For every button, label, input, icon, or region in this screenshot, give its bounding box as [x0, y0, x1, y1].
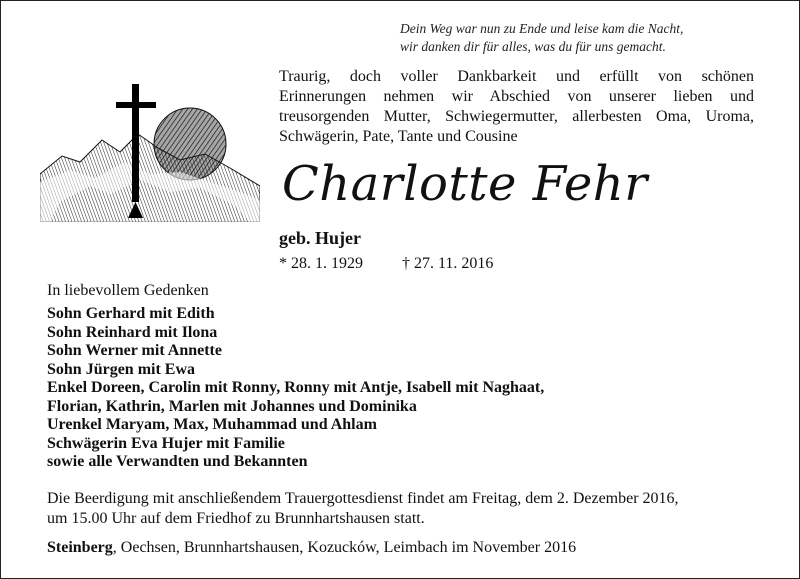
closing-rest: , Oechsen, Brunnhartshausen, Kozucków, Leimbach im November 2016: [112, 539, 577, 556]
poem: [400, 20, 770, 56]
death-date: † 27. 11. 2016: [402, 255, 494, 272]
intro-text: [279, 67, 754, 147]
mourner-line: Schwägerin Eva Hujer mit Familie: [47, 434, 285, 452]
funeral-line: um 15.00 Uhr auf dem Friedhof zu Brunnhartshausen statt.: [47, 510, 425, 527]
intro-line: Schwägerin, Pate, Tante und Cousine: [279, 128, 518, 145]
mourner-line: Enkel Doreen, Carolin mit Ronny, Ronny mit Antje, Isabell mit Naghaat,: [47, 379, 545, 396]
mourner-line: Sohn Reinhard mit Ilona: [47, 323, 218, 341]
maiden-name: geb. Hujer: [279, 228, 361, 248]
deceased-name: Charlotte Fehr: [282, 156, 648, 212]
mourner-line: Florian, Kathrin, Marlen mit Johannes und Dominika: [47, 397, 417, 415]
cross-mountains-sun-icon: [40, 82, 260, 222]
birth-date: * 28. 1. 1929: [279, 255, 363, 272]
intro-line: Erinnerungen nehmen wir Abschied von unserer lieben und: [279, 88, 754, 105]
gedenken-heading: In liebevollem Gedenken: [47, 282, 209, 299]
closing-line: [47, 539, 576, 557]
funeral-info: [47, 489, 767, 529]
mourner-line: sowie alle Verwandten und Bekannten: [47, 453, 308, 470]
poem-line: Dein Weg war nun zu Ende und leise kam die Nacht,: [400, 21, 684, 36]
mourner-line: Sohn Jürgen mit Ewa: [47, 360, 196, 378]
mourner-line: Urenkel Maryam, Max, Muhammad und Ahlam: [47, 416, 377, 433]
mourner-line: Sohn Gerhard mit Edith: [47, 305, 215, 322]
intro-line: treusorgenden Mutter, Schwiegermutter, allerbesten Oma, Uroma,: [279, 108, 754, 125]
life-dates: [279, 255, 493, 273]
mourner-line: Sohn Werner mit Annette: [47, 342, 222, 359]
mourners-list: [47, 305, 544, 472]
funeral-line: Die Beerdigung mit anschließendem Trauergottesdienst findet am Freitag, dem 2. Dezember 2016,: [47, 490, 679, 507]
closing-place: Steinberg: [47, 539, 113, 556]
intro-line: Traurig, doch voller Dankbarkeit und erfüllt von schönen: [279, 68, 754, 85]
poem-line: wir danken dir für alles, was du für uns gemacht.: [400, 39, 666, 54]
